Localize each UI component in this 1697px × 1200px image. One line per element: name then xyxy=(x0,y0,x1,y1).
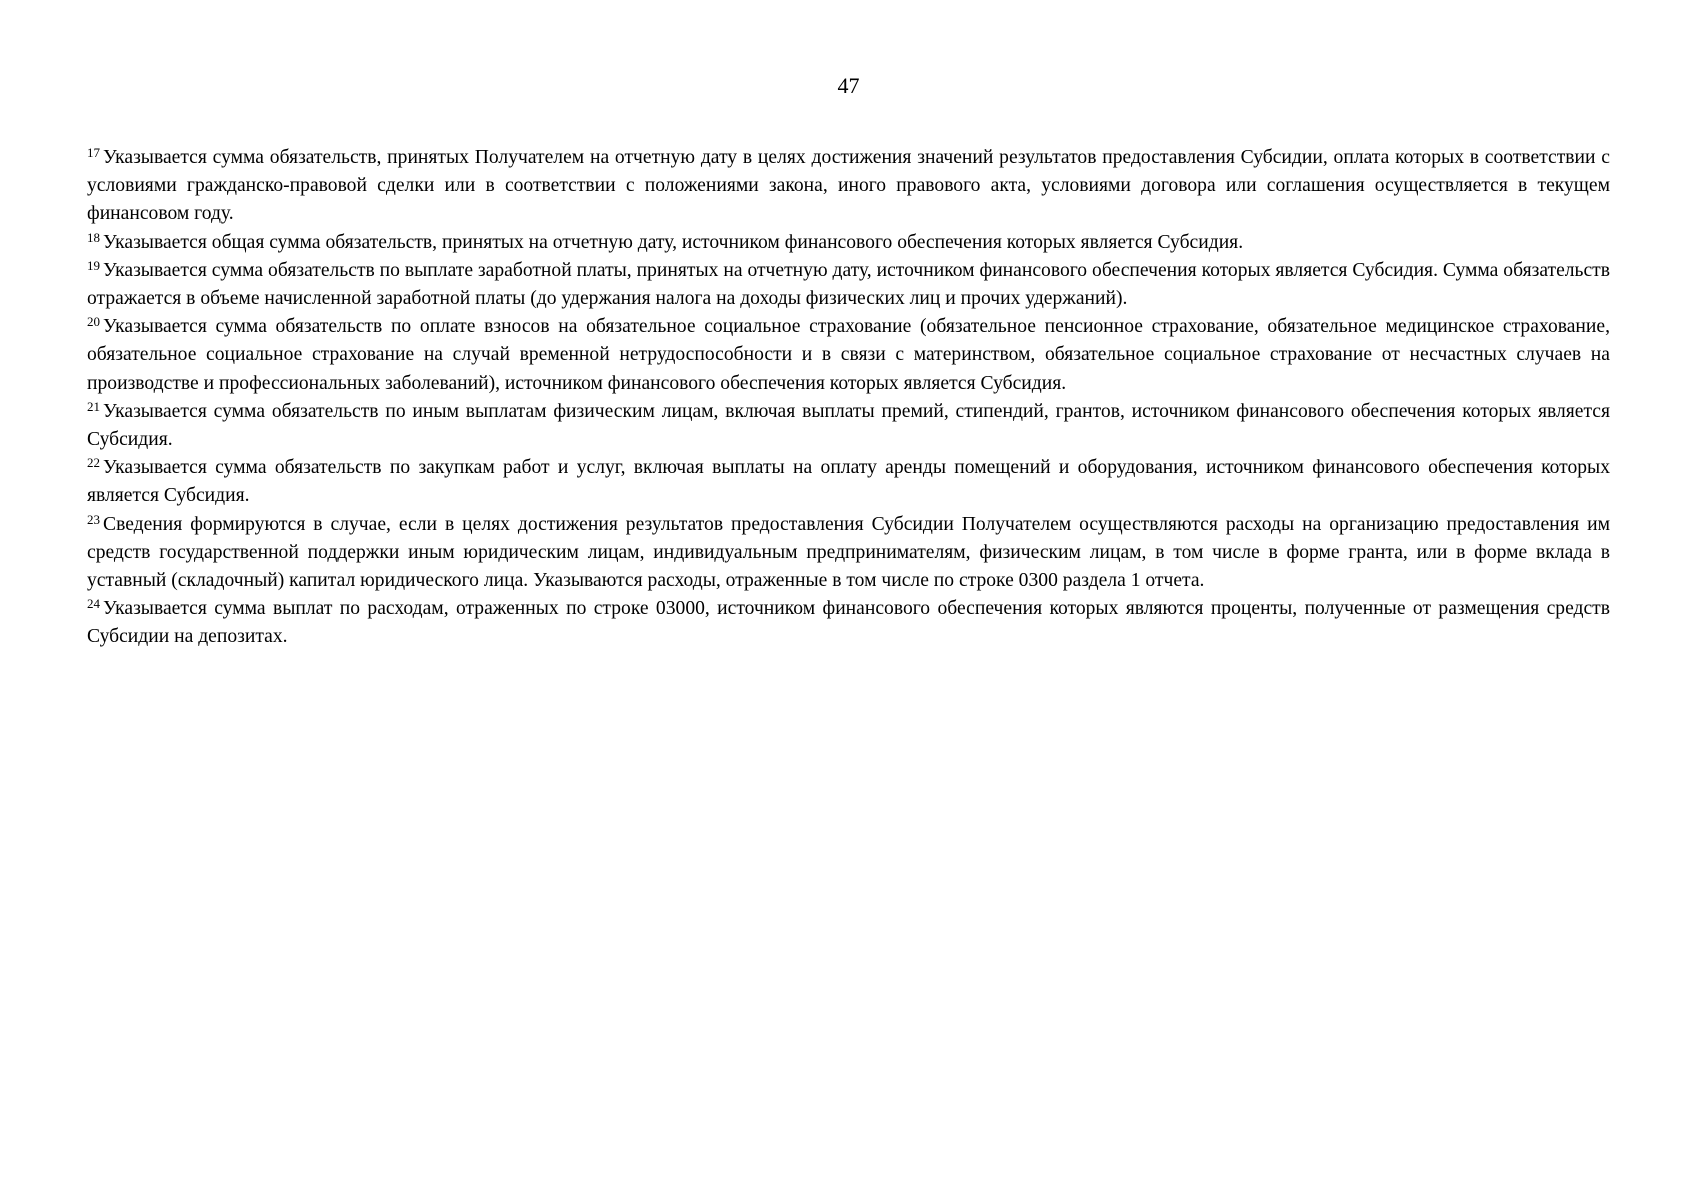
footnote-marker: 22 xyxy=(87,455,100,471)
footnote-marker: 17 xyxy=(87,145,100,160)
footnote-marker: 21 xyxy=(87,398,100,414)
footnote-text: Указывается сумма обязательств по выплате заработной платы, принятых на отчетную дату, источником финансового обеспечения которых является Субсидия. Сумма обязательств отражается в объеме начисленной заработной платы (до удержания налога на доходы физических лиц и прочих удержаний). xyxy=(87,259,1610,310)
footnote-18 xyxy=(87,229,1610,257)
footnote-text: Сведения формируются в случае, если в целях достижения результатов предоставления Субсидии Получателем осуществляются расходы на организацию предоставления им средств государственной поддержки иным юридическим лицам, индивидуальным предпринимателям, физическим лицам, в том числе в форме гранта, или в форме вклада в уставный (складочный) капитал юридического лица. Указываются расходы, отраженные в том числе по строке 0300 раздела 1 отчета. xyxy=(87,513,1610,592)
footnote-text: Указывается сумма обязательств по иным выплатам физическим лицам, включая выплаты премий, стипендий, грантов, источником финансового обеспечения которых является Субсидия. xyxy=(87,400,1610,451)
footnote-text: Указывается сумма обязательств, принятых Получателем на отчетную дату в целях достижения значений результатов предоставления Субсидии, оплата которых в соответствии с условиями гражданско-правовой сделки или в соответствии с положениями закона, иного правового акта, условиями договора или соглашения осуществляется в текущем финансовом году. xyxy=(87,147,1610,225)
footnote-19 xyxy=(87,257,1610,313)
footnote-marker: 18 xyxy=(87,229,100,245)
footnote-marker: 19 xyxy=(87,257,100,273)
footnote-text: Указывается общая сумма обязательств, принятых на отчетную дату, источником финансового обеспечения которых является Субсидия. xyxy=(103,231,1244,253)
page-number: 47 xyxy=(837,73,860,98)
footnote-23 xyxy=(87,511,1610,596)
footnote-24 xyxy=(87,595,1610,651)
footnote-marker: 24 xyxy=(87,596,100,612)
footnote-22 xyxy=(87,454,1610,510)
footnote-21 xyxy=(87,398,1610,454)
footnote-text: Указывается сумма обязательств по закупкам работ и услуг, включая выплаты на оплату аренды помещений и оборудования, источником финансового обеспечения которых является Субсидия. xyxy=(87,457,1610,507)
footnote-17 xyxy=(87,144,1610,229)
footnotes-section xyxy=(87,144,1610,652)
footnote-text: Указывается сумма обязательств по оплате взносов на обязательное социальное страхование (обязательное пенсионное страхование, обязательное медицинское страхование, обязательное социальное страхование на случай временной нетрудоспособности и в связи с материнством, обязательное социальное страхование от несчастных случаев на производстве и профессиональных заболеваний), источником финансового обеспечения которых является Субсидия. xyxy=(87,316,1610,394)
footnote-20 xyxy=(87,313,1610,398)
footnote-marker: 23 xyxy=(87,511,100,527)
footnote-text: Указывается сумма выплат по расходам, отраженных по строке 03000, источником финансового обеспечения которых являются проценты, полученные от размещения средств Субсидии на депозитах. xyxy=(87,598,1610,648)
footnote-marker: 20 xyxy=(87,314,100,330)
